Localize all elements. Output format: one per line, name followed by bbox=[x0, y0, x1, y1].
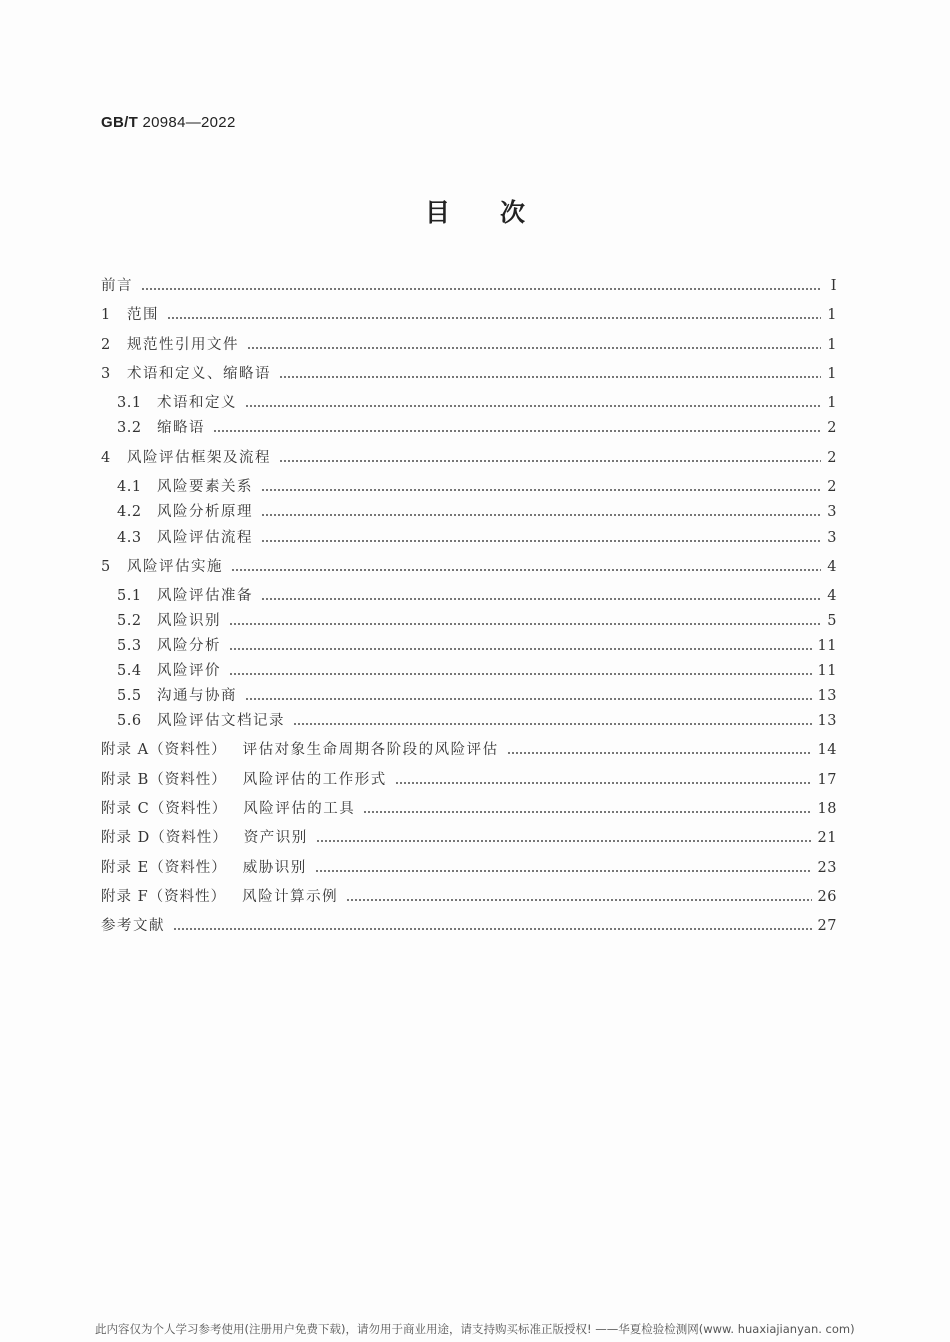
toc-entry[interactable] bbox=[101, 885, 837, 907]
toc-leader-dots bbox=[395, 781, 812, 785]
toc-entry-number: 5.6 bbox=[117, 713, 142, 729]
toc-entry-number: 5.1 bbox=[117, 588, 142, 604]
toc-entry-title: 沟通与协商 bbox=[157, 688, 237, 704]
toc-entry-title: 资产识别 bbox=[243, 830, 308, 846]
toc-entry-title: 风险要素关系 bbox=[157, 479, 253, 495]
toc-entry-number: 5.3 bbox=[117, 638, 142, 654]
toc-entry[interactable] bbox=[117, 584, 837, 606]
toc-entry-title: 风险识别 bbox=[157, 613, 221, 629]
toc-entry[interactable] bbox=[101, 446, 837, 468]
toc-annex-label: 附录 D（资料性） bbox=[101, 830, 228, 846]
toc-entry-title: 风险评估框架及流程 bbox=[127, 450, 271, 466]
toc-leader-dots bbox=[279, 375, 821, 379]
toc-entry[interactable] bbox=[101, 333, 837, 355]
toc-entry-title: 缩略语 bbox=[157, 420, 205, 436]
toc-entry-number: 2 bbox=[101, 337, 111, 353]
toc-entry-title: 风险分析 bbox=[157, 638, 221, 654]
toc-entry-title: 术语和定义 bbox=[157, 395, 237, 411]
toc-entry[interactable] bbox=[101, 362, 837, 384]
toc-entry[interactable] bbox=[101, 274, 837, 296]
toc-leader-dots bbox=[173, 927, 812, 931]
toc-leader-dots bbox=[229, 672, 812, 676]
toc-entry-number: 5.5 bbox=[117, 688, 142, 704]
toc-entry-title: 规范性引用文件 bbox=[127, 337, 239, 353]
toc-leader-dots bbox=[213, 429, 821, 433]
toc-page-number: 13 bbox=[817, 713, 837, 729]
toc-entry-title: 风险评估流程 bbox=[157, 530, 253, 546]
toc-leader-dots bbox=[247, 346, 821, 350]
toc-entry-title: 术语和定义、缩略语 bbox=[127, 366, 271, 382]
toc-page-number: 2 bbox=[827, 479, 837, 495]
toc-entry-title: 风险计算示例 bbox=[242, 889, 339, 905]
toc-entry-title: 范围 bbox=[127, 307, 159, 323]
standard-number bbox=[101, 114, 236, 131]
toc-entry[interactable] bbox=[117, 475, 837, 497]
toc-entry[interactable] bbox=[117, 416, 837, 438]
toc-entry-title: 风险评估实施 bbox=[127, 559, 223, 575]
toc-entry[interactable] bbox=[101, 303, 837, 325]
toc-entry[interactable] bbox=[117, 634, 837, 656]
toc-entry[interactable] bbox=[117, 659, 837, 681]
toc-entry[interactable] bbox=[117, 709, 837, 731]
toc-entry-title: 评估对象生命周期各阶段的风险评估 bbox=[242, 742, 499, 758]
toc-page-number: 1 bbox=[827, 366, 837, 382]
toc-entry[interactable] bbox=[117, 526, 837, 548]
title-char-2: 次 bbox=[500, 198, 526, 227]
toc-leader-dots bbox=[229, 647, 812, 651]
toc-page-number: 13 bbox=[817, 688, 837, 704]
toc-leader-dots bbox=[316, 839, 812, 843]
toc-leader-dots bbox=[507, 751, 812, 755]
toc-entry-number: 5.4 bbox=[117, 663, 142, 679]
toc-entry-number: 1 bbox=[101, 307, 111, 323]
toc-entry-title: 风险分析原理 bbox=[157, 504, 253, 520]
toc-entry[interactable] bbox=[117, 500, 837, 522]
toc-annex-label: 附录 C（资料性） bbox=[101, 801, 228, 817]
toc-leader-dots bbox=[261, 597, 821, 601]
toc-page-number: 14 bbox=[817, 742, 837, 758]
page-title bbox=[0, 193, 950, 229]
toc-entry[interactable] bbox=[101, 914, 837, 936]
toc-leader-dots bbox=[293, 722, 812, 726]
toc-entry-number: 4.3 bbox=[117, 530, 142, 546]
toc-page-number: 1 bbox=[827, 307, 837, 323]
toc-entry-number: 3 bbox=[101, 366, 111, 382]
toc-entry-title: 前言 bbox=[101, 278, 133, 294]
toc-leader-dots bbox=[315, 869, 812, 873]
toc-page-number: 5 bbox=[827, 613, 837, 629]
toc-leader-dots bbox=[141, 287, 821, 291]
toc-entry-number: 3.2 bbox=[117, 420, 142, 436]
toc-leader-dots bbox=[346, 898, 811, 902]
toc-leader-dots bbox=[245, 697, 812, 701]
toc-page-number: 23 bbox=[817, 860, 837, 876]
toc-page-number: 4 bbox=[827, 559, 837, 575]
toc-page-number: 26 bbox=[817, 889, 837, 905]
toc-entry-title: 风险评估的工具 bbox=[243, 801, 356, 817]
toc-entry-title: 风险评价 bbox=[157, 663, 221, 679]
toc-leader-dots bbox=[363, 810, 811, 814]
toc-entry[interactable] bbox=[117, 684, 837, 706]
toc-entry[interactable] bbox=[117, 609, 837, 631]
toc-entry[interactable] bbox=[101, 555, 837, 577]
toc-entry-number: 4 bbox=[101, 450, 111, 466]
toc-leader-dots bbox=[279, 459, 821, 463]
toc-entry-title: 参考文献 bbox=[101, 918, 165, 934]
toc-leader-dots bbox=[231, 568, 821, 572]
toc-entry[interactable] bbox=[117, 391, 837, 413]
toc-annex-label: 附录 B（资料性） bbox=[101, 772, 227, 788]
toc-entry-title: 风险评估准备 bbox=[157, 588, 253, 604]
toc-entry-number: 4.1 bbox=[117, 479, 142, 495]
toc-page-number: 2 bbox=[827, 450, 837, 466]
toc-leader-dots bbox=[261, 513, 821, 517]
toc-entry-number: 5 bbox=[101, 559, 111, 575]
standard-code: 20984—2022 bbox=[142, 114, 236, 131]
toc-entry-number: 3.1 bbox=[117, 395, 142, 411]
toc-page-number: 4 bbox=[827, 588, 837, 604]
toc-page-number: 3 bbox=[827, 530, 837, 546]
toc-entry-number: 5.2 bbox=[117, 613, 142, 629]
toc-entry[interactable] bbox=[101, 826, 837, 848]
toc-entry[interactable] bbox=[101, 797, 837, 819]
toc-page-number: I bbox=[830, 278, 837, 294]
title-char-1: 目 bbox=[424, 198, 450, 227]
toc-entry-number: 4.2 bbox=[117, 504, 142, 520]
toc-page-number: 21 bbox=[817, 830, 837, 846]
toc-page-number: 1 bbox=[827, 337, 837, 353]
toc-page-number: 1 bbox=[827, 395, 837, 411]
standard-prefix: GB/T bbox=[101, 114, 139, 131]
toc-annex-label: 附录 E（资料性） bbox=[101, 860, 227, 876]
toc-leader-dots bbox=[261, 488, 821, 492]
toc-entry[interactable] bbox=[101, 856, 837, 878]
toc-page-number: 11 bbox=[817, 663, 837, 679]
toc-page-number: 11 bbox=[817, 638, 837, 654]
toc-page-number: 18 bbox=[817, 801, 837, 817]
footer-notice: 此内容仅为个人学习参考使用(注册用户免费下载)，请勿用于商业用途，请支持购买标准正版授权! ——华夏检验检测网(www. huaxiajianyan. com) bbox=[95, 1322, 855, 1336]
toc-annex-label: 附录 A（资料性） bbox=[101, 742, 227, 758]
toc-annex-label: 附录 F（资料性） bbox=[101, 889, 227, 905]
toc-page-number: 27 bbox=[817, 918, 837, 934]
toc-leader-dots bbox=[229, 622, 821, 626]
toc-leader-dots bbox=[167, 316, 821, 320]
toc-entry[interactable] bbox=[101, 768, 837, 790]
toc-page-number: 17 bbox=[817, 772, 837, 788]
toc-entry-title: 风险评估文档记录 bbox=[157, 713, 285, 729]
toc-entry-title: 风险评估的工作形式 bbox=[242, 772, 387, 788]
toc-entry[interactable] bbox=[101, 738, 837, 760]
toc-leader-dots bbox=[245, 404, 821, 408]
toc-page-number: 3 bbox=[827, 504, 837, 520]
toc-page-number: 2 bbox=[827, 420, 837, 436]
toc-entry-title: 威胁识别 bbox=[242, 860, 307, 876]
toc-leader-dots bbox=[261, 539, 821, 543]
